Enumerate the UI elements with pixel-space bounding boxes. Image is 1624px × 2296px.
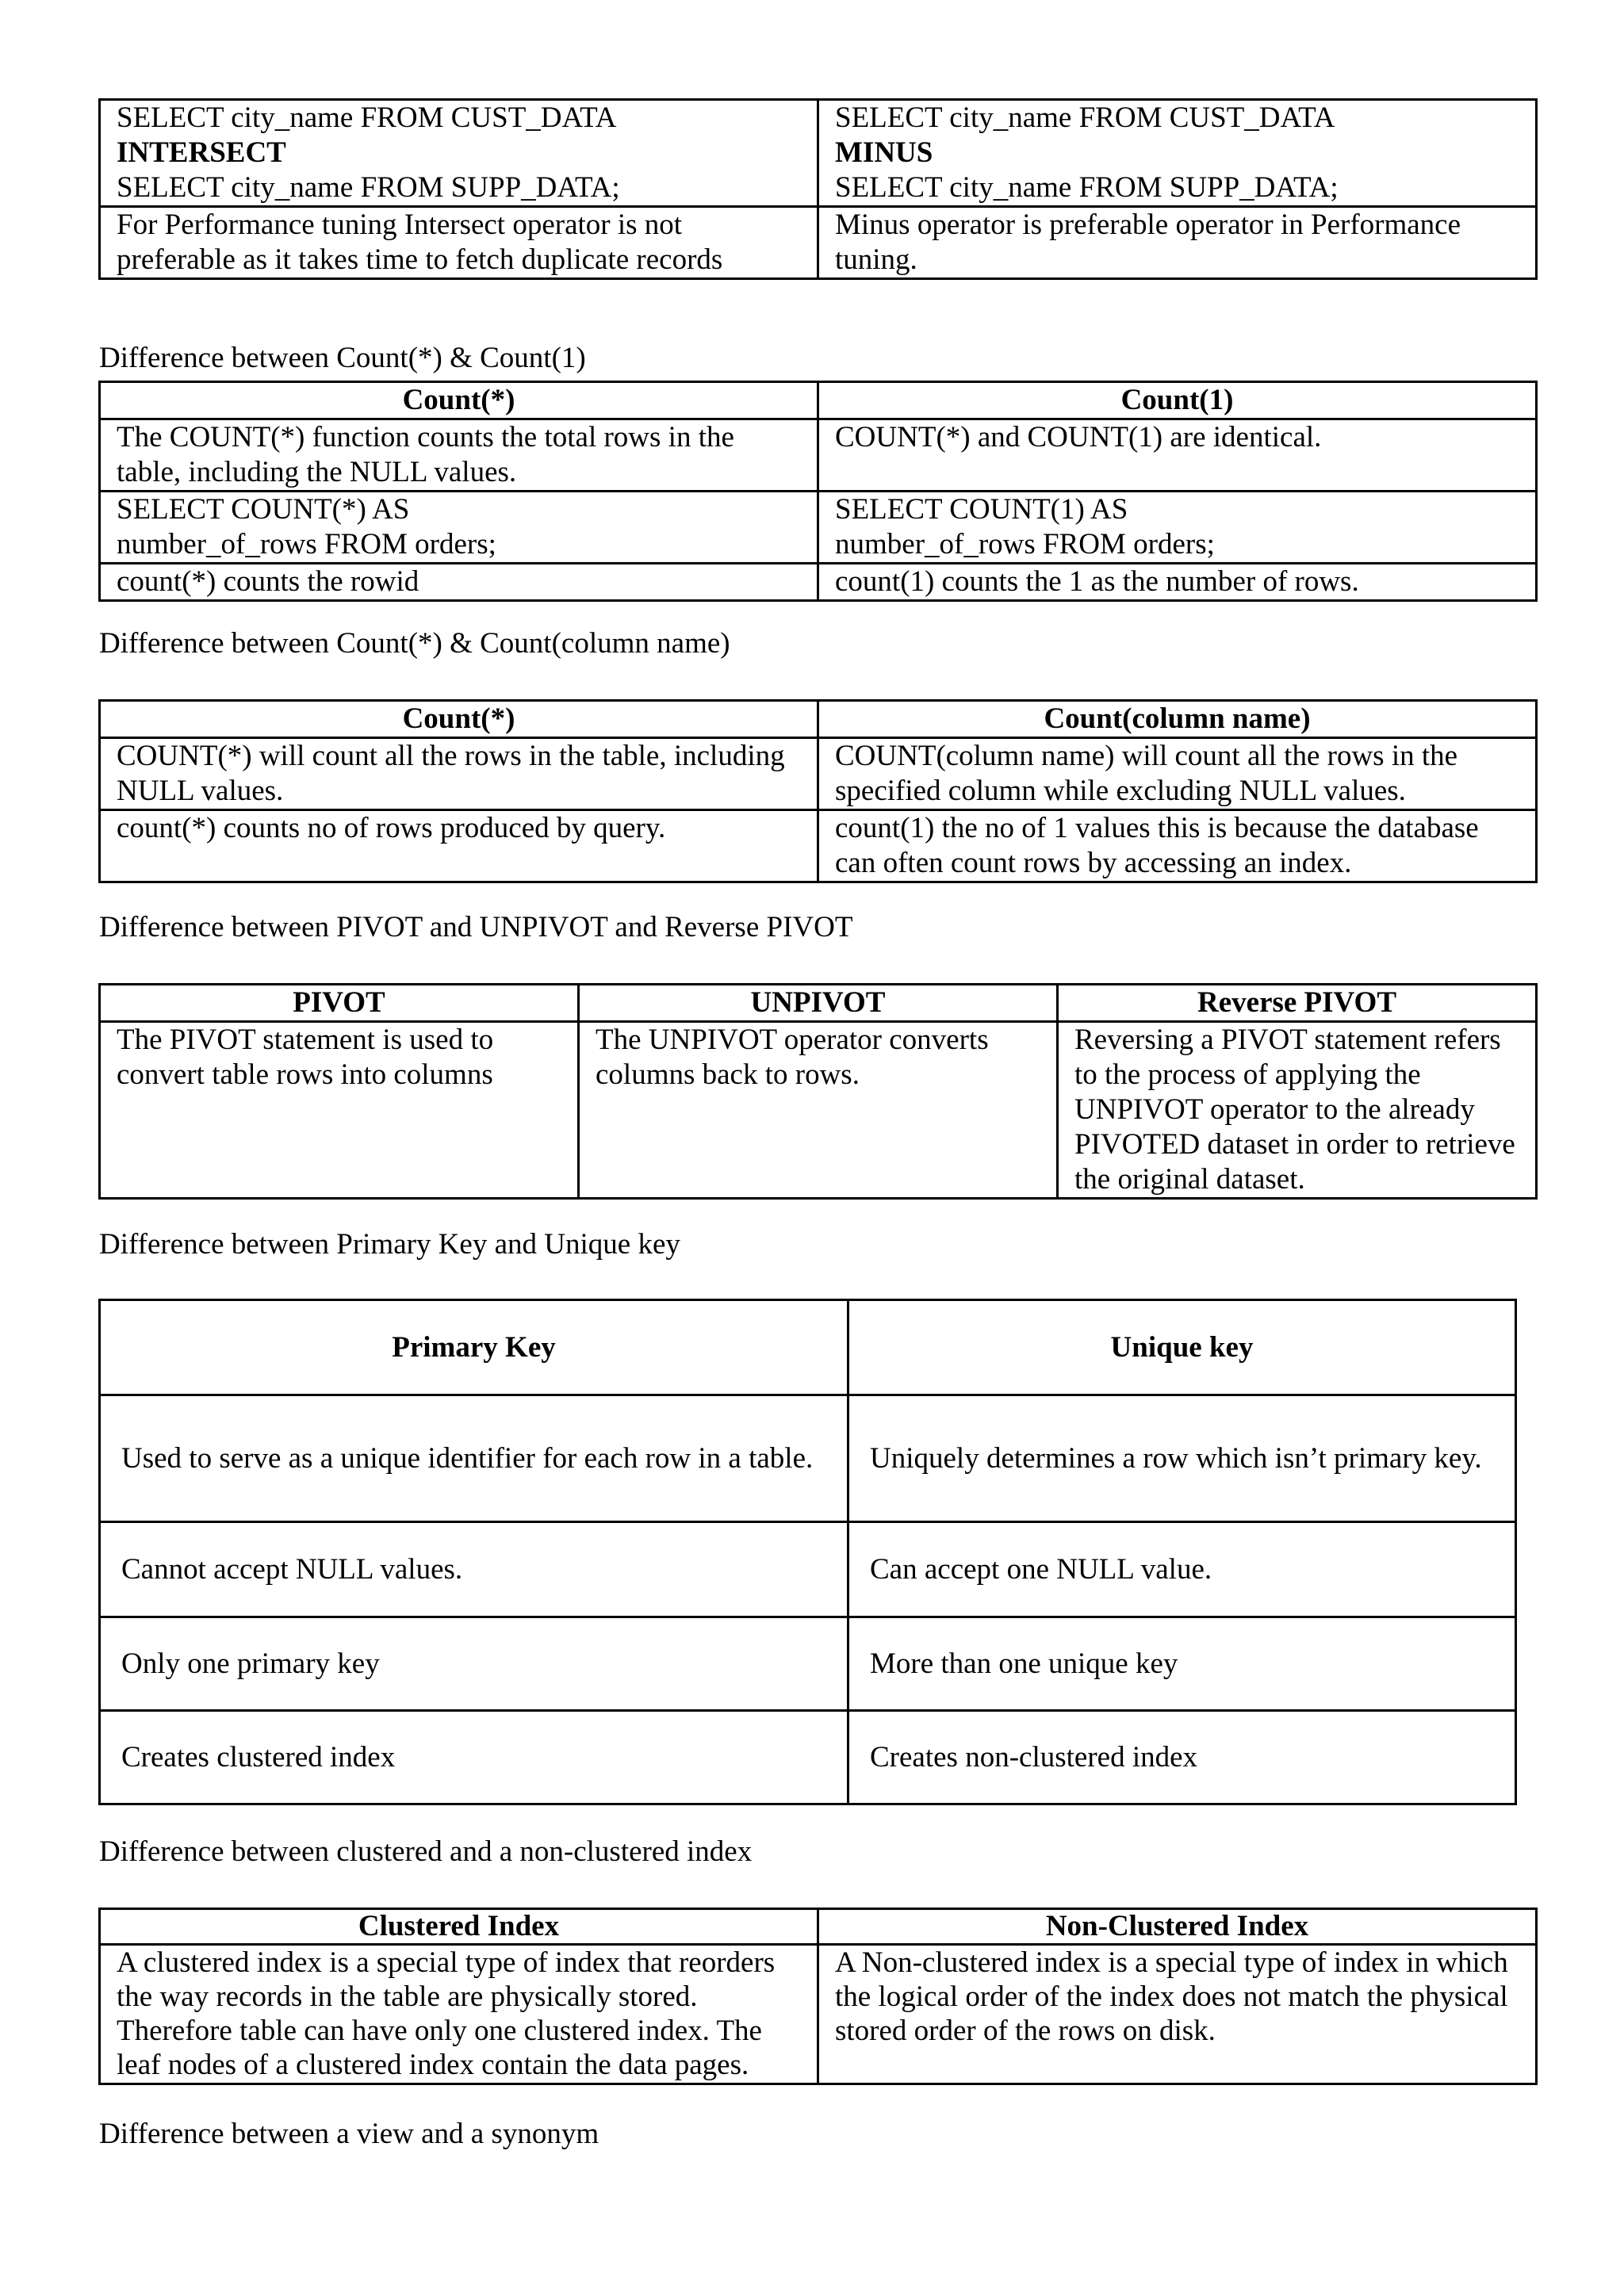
column-header: Count(1) <box>818 382 1537 419</box>
section-caption: Difference between a view and a synonym <box>99 2118 599 2150</box>
column-header: Unique key <box>848 1300 1516 1395</box>
column-header: Primary Key <box>100 1300 848 1395</box>
table-cell: The UNPIVOT operator converts columns back to rows. <box>579 1022 1058 1199</box>
count-star-vs-count-one-table <box>98 381 1538 602</box>
intersect-note-cell: For Performance tuning Intersect operator is not preferable as it takes time to fetch duplicate records <box>100 207 818 279</box>
section-caption: Difference between clustered and a non-clustered index <box>99 1835 753 1868</box>
table-cell: COUNT(*) and COUNT(1) are identical. <box>818 419 1537 492</box>
table-row <box>100 564 1537 601</box>
table-row <box>100 1022 1537 1199</box>
minus-note-cell: Minus operator is preferable operator in Performance tuning. <box>818 207 1537 279</box>
table-cell: Only one primary key <box>100 1617 848 1711</box>
query-line: SELECT city_name FROM CUST_DATA <box>117 101 617 134</box>
table-cell: COUNT(*) will count all the rows in the table, including NULL values. <box>100 738 818 810</box>
primary-vs-unique-key-table <box>98 1299 1517 1805</box>
table-cell: Creates non-clustered index <box>848 1711 1516 1804</box>
table-row <box>100 207 1537 279</box>
table-cell: Uniquely determines a row which isn’t primary key. <box>848 1395 1516 1522</box>
table-cell: count(*) counts no of rows produced by query. <box>100 810 818 882</box>
table-cell: Can accept one NULL value. <box>848 1522 1516 1617</box>
table-cell: More than one unique key <box>848 1617 1516 1711</box>
clustered-vs-nonclustered-index-table <box>98 1908 1538 2085</box>
column-header: Non-Clustered Index <box>818 1909 1537 1945</box>
table-cell: A Non-clustered index is a special type of index in which the logical order of the index does not match the physical stored order of the rows on disk. <box>818 1945 1537 2084</box>
table-cell: COUNT(column name) will count all the rows in the specified column while excluding NULL values. <box>818 738 1537 810</box>
table-cell: A clustered index is a special type of index that reorders the way records in the table are physically stored. Therefore table can have only one clustered index. The leaf nodes of a clustered index contain the data pages. <box>100 1945 818 2084</box>
table-header-row <box>100 1909 1537 1945</box>
table-row <box>100 1395 1516 1522</box>
query-keyword: MINUS <box>835 136 933 169</box>
table-cell: Used to serve as a unique identifier for each row in a table. <box>100 1395 848 1522</box>
set-operators-table <box>98 98 1538 280</box>
table-header-row <box>100 985 1537 1022</box>
table-row <box>100 100 1537 207</box>
table-cell: count(1) counts the 1 as the number of rows. <box>818 564 1537 601</box>
table-row <box>100 1945 1537 2084</box>
column-header: Reverse PIVOT <box>1058 985 1537 1022</box>
table-row <box>100 1522 1516 1617</box>
table-cell: SELECT COUNT(*) AS number_of_rows FROM orders; <box>100 492 818 564</box>
table-row <box>100 492 1537 564</box>
section-caption: Difference between Count(*) & Count(column name) <box>99 627 730 660</box>
query-keyword: INTERSECT <box>117 136 286 169</box>
section-caption: Difference between Count(*) & Count(1) <box>99 342 586 374</box>
column-header: PIVOT <box>100 985 579 1022</box>
column-header: UNPIVOT <box>579 985 1058 1022</box>
table-cell: SELECT COUNT(1) AS number_of_rows FROM orders; <box>818 492 1537 564</box>
table-header-row <box>100 382 1537 419</box>
table-header-row <box>100 1300 1516 1395</box>
table-row <box>100 1711 1516 1804</box>
intersect-query-cell <box>100 100 818 207</box>
query-line: SELECT city_name FROM CUST_DATA <box>835 101 1335 134</box>
table-cell: The PIVOT statement is used to convert table rows into columns <box>100 1022 579 1199</box>
section-caption: Difference between PIVOT and UNPIVOT and Reverse PIVOT <box>99 911 853 943</box>
table-cell: count(*) counts the rowid <box>100 564 818 601</box>
table-cell: count(1) the no of 1 values this is because the database can often count rows by accessing an index. <box>818 810 1537 882</box>
column-header: Count(*) <box>100 701 818 738</box>
minus-query-cell <box>818 100 1537 207</box>
column-header: Count(*) <box>100 382 818 419</box>
table-row <box>100 1617 1516 1711</box>
pivot-table <box>98 983 1538 1200</box>
section-caption: Difference between Primary Key and Unique key <box>99 1228 680 1261</box>
query-line: SELECT city_name FROM SUPP_DATA; <box>117 171 620 204</box>
column-header: Clustered Index <box>100 1909 818 1945</box>
table-row <box>100 419 1537 492</box>
table-cell: The COUNT(*) function counts the total rows in the table, including the NULL values. <box>100 419 818 492</box>
table-header-row <box>100 701 1537 738</box>
column-header: Count(column name) <box>818 701 1537 738</box>
table-cell: Reversing a PIVOT statement refers to the process of applying the UNPIVOT operator to the already PIVOTED dataset in order to retrieve the original dataset. <box>1058 1022 1537 1199</box>
table-row <box>100 738 1537 810</box>
count-star-vs-count-column-table <box>98 699 1538 883</box>
query-line: SELECT city_name FROM SUPP_DATA; <box>835 171 1339 204</box>
table-cell: Creates clustered index <box>100 1711 848 1804</box>
table-cell: Cannot accept NULL values. <box>100 1522 848 1617</box>
table-row <box>100 810 1537 882</box>
